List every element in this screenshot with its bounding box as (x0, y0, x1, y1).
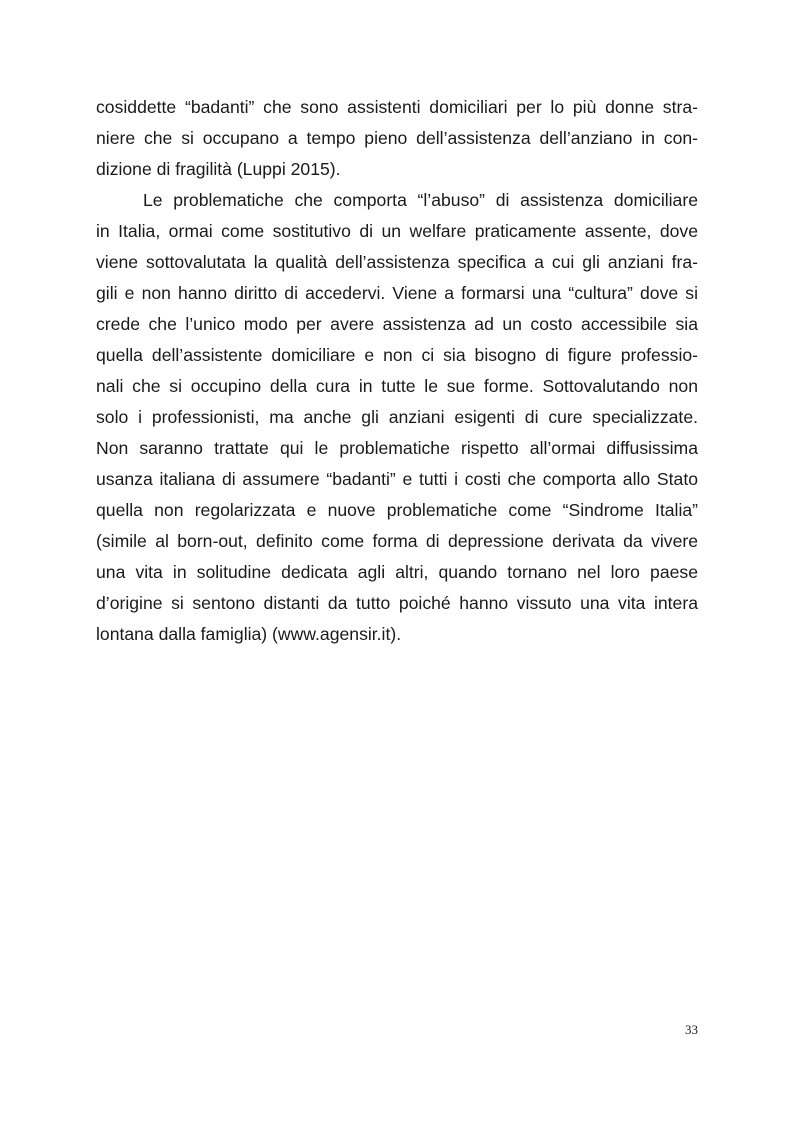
text-line: (simile al born-out, definito come forma di depressione derivata da vivere (96, 531, 698, 551)
text-line: usanza italiana di assumere “badanti” e tutti i costi che comporta allo Stato (96, 469, 698, 489)
text-line: quella non regolarizzata e nuove problematiche come “Sindrome Italia” (96, 500, 698, 520)
text-line: nali che si occupino della cura in tutte le sue forme. Sottovalutando non (96, 376, 698, 396)
text-line: cosiddette “badanti” che sono assistenti domiciliari per lo più donne stra- (96, 97, 698, 117)
text-line: d’origine si sentono distanti da tutto poiché hanno vissuto una vita intera (96, 593, 698, 613)
text-line: Non saranno trattate qui le problematiche rispetto all’ormai diffusissima (96, 438, 698, 458)
text-line: viene sottovalutata la qualità dell’assistenza specifica a cui gli anziani fra- (96, 252, 698, 272)
text-line: dizione di fragilità (Luppi 2015). (96, 159, 341, 179)
page-number: 33 (685, 1022, 698, 1037)
text-line: crede che l’unico modo per avere assistenza ad un costo accessibile sia (96, 314, 698, 334)
text-line: gili e non hanno diritto di accedervi. Viene a formarsi una “cultura” dove si (96, 283, 698, 303)
text-line: in Italia, ormai come sostitutivo di un welfare praticamente assente, dove (96, 221, 698, 241)
text-line: una vita in solitudine dedicata agli altri, quando tornano nel loro paese (96, 562, 698, 582)
text-line: niere che si occupano a tempo pieno dell’assistenza dell’anziano in con- (96, 128, 698, 148)
text-line: quella dell’assistente domiciliare e non ci sia bisogno di figure professio- (96, 345, 698, 365)
text-line: lontana dalla famiglia) (www.agensir.it). (96, 624, 402, 644)
text-line: Le problematiche che comporta “l’abuso” di assistenza domiciliare (143, 190, 698, 210)
text-line: solo i professionisti, ma anche gli anziani esigenti di cure specializzate. (96, 407, 698, 427)
body-text (96, 92, 698, 650)
